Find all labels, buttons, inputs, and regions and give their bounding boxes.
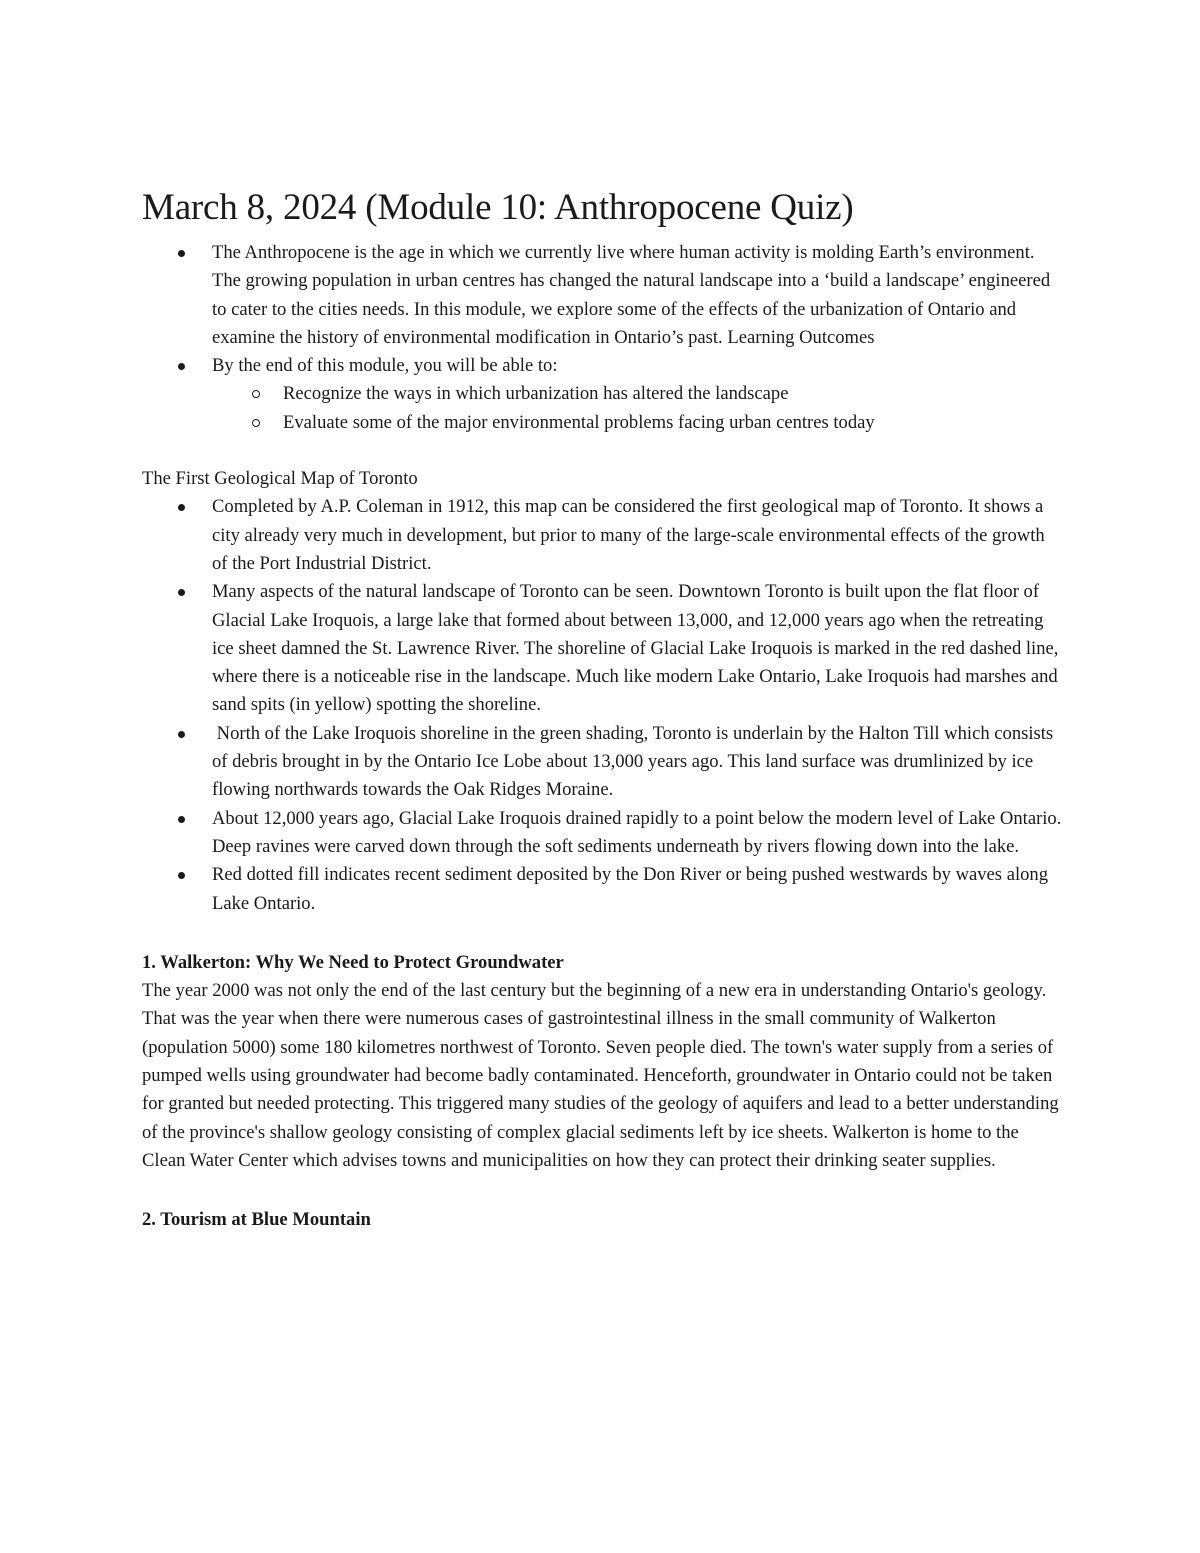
- map-bullet-list: [142, 493, 1062, 917]
- list-item-text: By the end of this module, you will be able to:: [212, 355, 558, 377]
- list-item: Many aspects of the natural landscape of Toronto can be seen. Downtown Toronto is built upon the flat floor of Glacial Lake Iroquois, a large lake that formed about between 13,000, and 12,000 years ago when the retreating ice sheet damned the St. Lawrence River. The shoreline of Glacial Lake Iroquois is marked in the red dashed line, where there is a noticeable rise in the landscape. Much like modern Lake Ontario, Lake Iroquois had marshes and sand spits (in yellow) spotting the shoreline.: [142, 578, 1062, 719]
- list-item: Completed by A.P. Coleman in 1912, this map can be considered the first geological map of Toronto. It shows a city already very much in development, but prior to many of the large-scale environmental effects of the growth of the Port Industrial District.: [142, 493, 1062, 578]
- walkerton-heading: 1. Walkerton: Why We Need to Protect Groundwater: [142, 951, 564, 973]
- list-item: [142, 352, 1062, 437]
- walkerton-paragraph: The year 2000 was not only the end of the last century but the beginning of a new era in understanding Ontario's geology. That was the year when there were numerous cases of gastrointestinal illness in the small community of Walkerton (population 5000) some 180 kilometres northwest of Toronto. Seven people died. The town's water supply from a series of pumped wells using groundwater had become badly contaminated. Henceforth, groundwater in Ontario could not be taken for granted but needed protecting. This triggered many studies of the geology of aquifers and lead to a better understanding of the province's shallow geology consisting of complex glacial sediments left by ice sheets. Walkerton is home to the Clean Water Center which advises towns and municipalities on how they can protect their drinking seater supplies.: [142, 980, 1059, 1171]
- list-item: About 12,000 years ago, Glacial Lake Iroquois drained rapidly to a point below the modern level of Lake Ontario. Deep ravines were carved down through the soft sediments underneath by rivers flowing down into the lake.: [142, 805, 1062, 862]
- blue-mountain-heading: 2. Tourism at Blue Mountain: [142, 1209, 371, 1231]
- intro-bullet-list: [142, 239, 1062, 437]
- document-title: March 8, 2024 (Module 10: Anthropocene Quiz): [142, 187, 854, 228]
- spacer: [142, 918, 1062, 949]
- map-section-heading: The First Geological Map of Toronto: [142, 468, 418, 490]
- list-item: Evaluate some of the major environmental problems facing urban centres today: [212, 409, 1062, 437]
- spacer: [142, 437, 1062, 465]
- list-item: Recognize the ways in which urbanization has altered the landscape: [212, 380, 1062, 408]
- outcomes-list: [212, 380, 1062, 437]
- spacer: [142, 1175, 1062, 1206]
- document-body: [142, 183, 1062, 1235]
- list-item: The Anthropocene is the age in which we currently live where human activity is molding Earth’s environment. The growing population in urban centres has changed the natural landscape into a ‘build a landscape’ engineered to cater to the cities needs. In this module, we explore some of the effects of the urbanization of Ontario and examine the history of environmental modification in Ontario’s past. Learning Outcomes: [142, 239, 1062, 352]
- list-item: Red dotted fill indicates recent sediment deposited by the Don River or being pushed westwards by waves along Lake Ontario.: [142, 861, 1062, 918]
- list-item: North of the Lake Iroquois shoreline in the green shading, Toronto is underlain by the Halton Till which consists of debris brought in by the Ontario Ice Lobe about 13,000 years ago. This land surface was drumlinized by ice flowing northwards towards the Oak Ridges Moraine.: [142, 720, 1062, 805]
- learning-outcomes: [142, 380, 1062, 437]
